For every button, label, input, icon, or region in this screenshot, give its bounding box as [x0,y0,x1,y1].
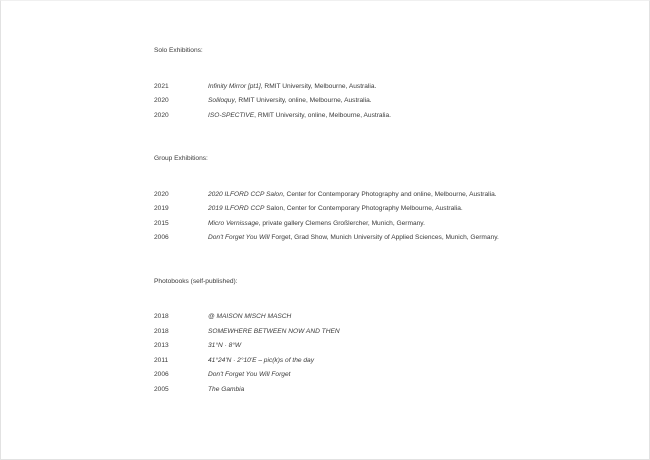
entry-year: 2005 [154,385,169,393]
photobooks-section [154,275,504,398]
list-item [154,383,504,398]
entry-year: 2013 [154,342,169,349]
entry-details: , Center for Contemporary Photography and online, Melbourne, Australia. [282,190,497,198]
entry-title: Infinity Mirror [pt1] [208,82,261,90]
entry-year: 2018 [154,313,169,320]
entry-details: , RMIT University, online, Melbourne, Australia. [254,111,391,119]
entry-details: , RMIT University, Melbourne, Australia. [260,82,377,90]
entry-title: Don't Forget You Will Forget [208,371,291,378]
entry-title: Don't Forget You Will [208,234,270,241]
entry-year: 2006 [154,371,169,378]
entry-title: Soliloquy [208,97,235,104]
entry-details: Forget, Grad Show, Munich University of Applied Sciences, Munich, Germany. [269,234,499,241]
list-item [154,325,504,340]
entry-title: SOMEWHERE BETWEEN NOW AND THEN [208,327,340,335]
entry-title: The Gambia [208,385,245,393]
list-item [154,310,504,325]
list-item [154,188,504,203]
list-item [154,368,504,383]
entry-title: 31°N · 8°W [208,342,242,349]
entry-year: 2021 [154,82,169,90]
entry-title: 41°24'N · 2°10'E – pic(k)s of the day [208,356,315,364]
entry-year: 2019 [154,205,169,212]
section-heading: Photobooks (self-published): [154,277,238,285]
solo-exhibitions-section [154,44,504,123]
entry-title: 2019 ILFORD CCP [208,205,265,212]
entry-year: 2006 [154,234,169,241]
list-item [154,94,504,109]
group-exhibitions-section [154,152,504,246]
entry-year: 2020 [154,111,169,119]
entry-year: 2020 [154,190,169,198]
list-item [154,354,504,369]
entry-title: @ MAISON MISCH MASCH [208,313,292,320]
list-item [154,339,504,354]
list-item [154,231,504,246]
entry-title: Micro Vernissage [208,219,259,227]
document-content [154,44,504,397]
entry-title: 2020 ILFORD CCP Salon [208,190,283,198]
list-item [154,109,504,124]
entry-year: 2011 [154,356,169,364]
entry-year: 2020 [154,97,169,104]
entry-year: 2015 [154,219,169,227]
section-heading: Group Exhibitions: [154,155,208,162]
list-item [154,217,504,232]
entry-details: , private gallery Clemens Großlercher, Munich, Germany. [258,219,425,227]
entry-details: , RMIT University, online, Melbourne, Australia. [234,97,372,104]
section-heading: Solo Exhibitions: [154,47,203,54]
list-item [154,202,504,217]
entry-details: Salon, Center for Contemporary Photography Melbourne, Australia. [264,205,463,212]
list-item [154,80,504,95]
entry-year: 2018 [154,327,169,335]
entry-title: ISO-SPECTIVE [208,111,255,119]
